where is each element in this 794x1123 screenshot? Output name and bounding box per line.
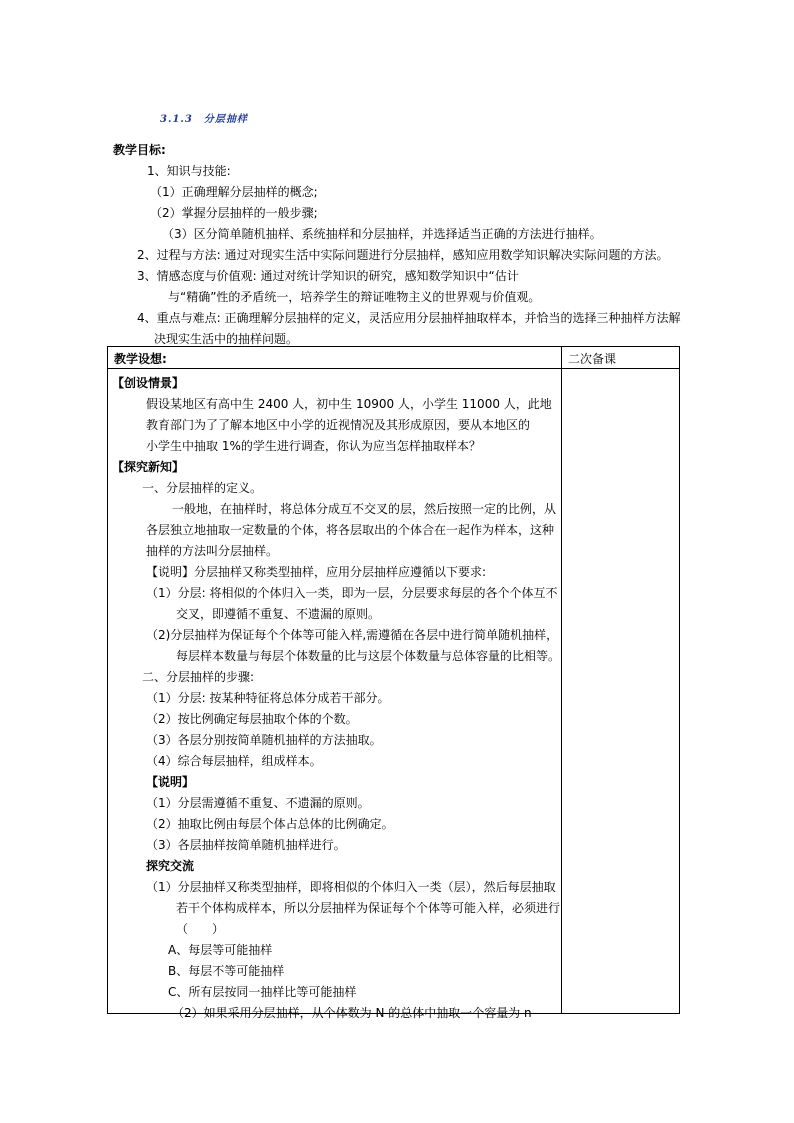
header-right-cell	[562, 347, 680, 369]
content-line: 一般地，在抽样时，将总体分成互不交叉的层，然后按照一定的比例，从	[172, 502, 557, 516]
objective-1-2: （2）掌握分层抽样的一般步骤;	[150, 206, 318, 220]
content-line: （4）综合每层抽样，组成样本。	[146, 754, 322, 768]
content-line: C、所有层按同一抽样比等可能抽样	[168, 985, 357, 999]
content-line: 一、分层抽样的定义。	[142, 481, 263, 495]
objective-1-3: （3）区分简单随机抽样、系统抽样和分层抽样，并选择适当正确的方法进行抽样。	[162, 227, 602, 241]
objectives-heading: 教学目标:	[113, 143, 166, 157]
content-line: （ ）	[176, 922, 225, 936]
content-line: （2）抽取比例由每层个体占总体的比例确定。	[146, 817, 394, 831]
header-right-label: 二次备课	[568, 352, 617, 366]
content-line: 【创设情景】	[112, 376, 185, 390]
content-line: （2)分层抽样为保证每个个体等可能入样,需遵循在各层中进行简单随机抽样，	[146, 628, 559, 642]
content-line: （2）如果采用分层抽样，从个体数为 N 的总体中抽取一个容量为 n	[172, 1006, 532, 1020]
content-line: B、每层不等可能抽样	[168, 964, 285, 978]
lesson-table	[107, 346, 680, 1020]
objective-4a: 4、重点与难点: 正确理解分层抽样的定义，灵活应用分层抽样抽取样本，并恰当的选择三种抽样方法解	[137, 311, 681, 325]
content-cell	[108, 369, 562, 1020]
content-line: 假设某地区有高中生 2400 人，初中生 10900 人，小学生 11000 人，此地	[146, 397, 552, 411]
content-line: 探究交流	[146, 859, 195, 873]
objective-1-1: （1）正确理解分层抽样的概念;	[150, 185, 318, 199]
objective-3a: 3、情感态度与价值观: 通过对统计学知识的研究，感知数学知识中“估计	[137, 269, 519, 283]
content-line: 抽样的方法叫分层抽样。	[146, 544, 279, 558]
section-title: 3.1.3 分层抽样	[160, 114, 248, 125]
content-line: （3）各层抽样按简单随机抽样进行。	[146, 838, 346, 852]
content-line: A、每层等可能抽样	[168, 943, 273, 957]
content-line: 若干个体构成样本，所以分层抽样为保证每个个体等可能入样，必须进行	[176, 901, 561, 915]
content-line: 每层样本数量与每层个体数量的比与这层个体数量与总体容量的比相等。	[176, 649, 561, 663]
header-left-cell	[108, 347, 562, 369]
content-line: （2）按比例确定每层抽取个体的个数。	[146, 712, 358, 726]
objective-2: 2、过程与方法: 通过对现实生活中实际问题进行分层抽样，感知应用数学知识解决实际问题的方法。	[137, 248, 669, 262]
content-line: （1）分层需遵循不重复、不遗漏的原则。	[146, 796, 370, 810]
content-line: （3）各层分别按简单随机抽样的方法抽取。	[146, 733, 382, 747]
content-line: （1）分层: 按某种特征将总体分成若干部分。	[146, 691, 390, 705]
content-line: 【说明】分层抽样又称类型抽样，应用分层抽样应遵循以下要求:	[146, 565, 487, 579]
header-left-label: 教学设想:	[114, 352, 167, 366]
content-line: 交叉，即遵循不重复、不遗漏的原则。	[176, 607, 381, 621]
content-line: 【说明】	[146, 775, 195, 789]
content-line: 小学生中抽取 1%的学生进行调查，你认为应当怎样抽取样本？	[146, 439, 481, 453]
content-line: 教育部门为了了解本地区中小学的近视情况及其形成原因，要从本地区的	[146, 418, 531, 432]
content-line: 【探究新知】	[112, 460, 185, 474]
content-line: 二、分层抽样的步骤:	[142, 670, 255, 684]
notes-cell	[562, 369, 680, 1014]
content-line: （1）分层抽样又称类型抽样，即将相似的个体归入一类（层），然后每层抽取	[146, 880, 556, 894]
objective-3b: 与“精确”性的矛盾统一，培养学生的辩证唯物主义的世界观与价值观。	[168, 290, 541, 304]
objective-4b: 决现实生活中的抽样问题。	[154, 332, 299, 346]
objective-1: 1、知识与技能:	[147, 164, 231, 178]
content-line: （1）分层: 将相似的个体归入一类，即为一层，分层要求每层的各个个体互不	[146, 586, 558, 600]
content-line: 各层独立地抽取一定数量的个体，将各层取出的个体合在一起作为样本，这种	[146, 523, 555, 537]
